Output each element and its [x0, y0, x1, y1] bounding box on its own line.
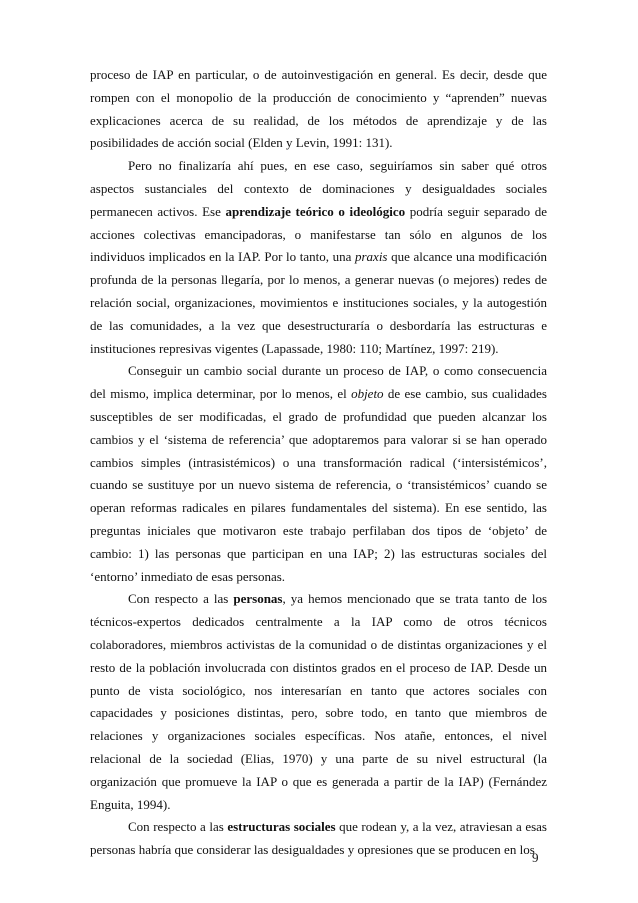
- bold-term: aprendizaje teórico o ideológico: [225, 203, 406, 219]
- text-run: , ya hemos mencionado que se trata tanto de los técnicos-expertos dedicados centralmente a la IAP como de otros técnicos colaboradores, miembros activistas de la comunidad o de distintas organizaciones y el resto de la población involucrada con distintos grados en el proceso de IAP. Desde un punto de vista sociológico, nos interesarían en tanto que actores sociales con capacidades y posiciones distintas, pero, sobre todo, en tanto que miembros de relaciones y organizaciones sociales específicas. Nos atañe, entonces, el nivel relacional de la sociedad (Elias, 1970) y una parte de su nivel estructural (la organización que promueve la IAP o que es generada a partir de la IAP) (Fernández Enguita, 1994).: [90, 591, 547, 812]
- italic-term: objeto: [351, 386, 384, 402]
- text-run: Conseguir un cambio social durante un proceso de IAP, o como consecuencia del mismo, implica determinar, por lo menos, el: [90, 363, 547, 402]
- text-run: Pero no finalizaría ahí pues, en ese caso, seguiríamos sin saber qué otros aspectos sustanciales del contexto de dominaciones y desigualdades sociales permanecen activos. Ese: [90, 158, 547, 219]
- body-text: [90, 64, 547, 862]
- bold-term: personas: [233, 591, 283, 607]
- paragraph-4: [90, 588, 547, 816]
- text-run: Con respecto a las: [128, 819, 228, 835]
- bold-term: estructuras sociales: [227, 819, 336, 835]
- paragraph-5: [90, 816, 547, 862]
- text-run: de ese cambio, sus cualidades susceptibles de ser modificadas, el grado de profundidad que pueden alcanzar los cambios y el ‘sistema de referencia’ que adoptaremos para valorar si se han operado cambios simples (intrasistémicos) o una transformación radical (‘intersistémicos’, cuando se sustituye por un nuevo sistema de referencia, o ‘transistémicos’ cuando se operan reformas radicales en pilares fundamentales del sistema). En ese sentido, las preguntas iniciales que motivaron este trabajo perfilaban dos tipos de ‘objeto’ de cambio: 1) las personas que participan en una IAP; 2) las estructuras sociales del ‘entorno’ inmediato de esas personas.: [90, 386, 547, 584]
- page-number: 9: [532, 850, 539, 865]
- italic-term: praxis: [354, 249, 388, 265]
- text-run: podría seguir separado de acciones colectivas emancipadoras, o manifestarse tan sólo en algunos de los individuos implicados en la IAP. Por lo tanto, una: [90, 203, 547, 265]
- paragraph-2: [90, 155, 547, 360]
- text-run: que rodean y, a la vez, atraviesan a esas personas habría que considerar las desigualdades y opresiones que se producen en los: [90, 819, 547, 858]
- text-run: proceso de IAP en particular, o de autoinvestigación en general. Es decir, desde que rompen con el monopolio de la producción de conocimiento y “aprenden” nuevas explicaciones acerca de su realidad, de los métodos de aprendizaje y de las posibilidades de acción social (Elden y Levin, 1991: 131).: [90, 67, 547, 151]
- text-run: Con respecto a las: [128, 591, 234, 607]
- paragraph-1: [90, 64, 547, 155]
- paragraph-3: [90, 360, 547, 588]
- text-run: que alcance una modificación profunda de la personas llegaría, por lo menos, a generar nuevas (o mejores) redes de relación social, organizaciones, movimientos e instituciones sociales, y la autogestión de las comunidades, a la vez que desestructuraría o desbordaría las estructuras e instituciones represivas vigentes (Lapassade, 1980: 110; Martínez, 1997: 219).: [90, 249, 547, 356]
